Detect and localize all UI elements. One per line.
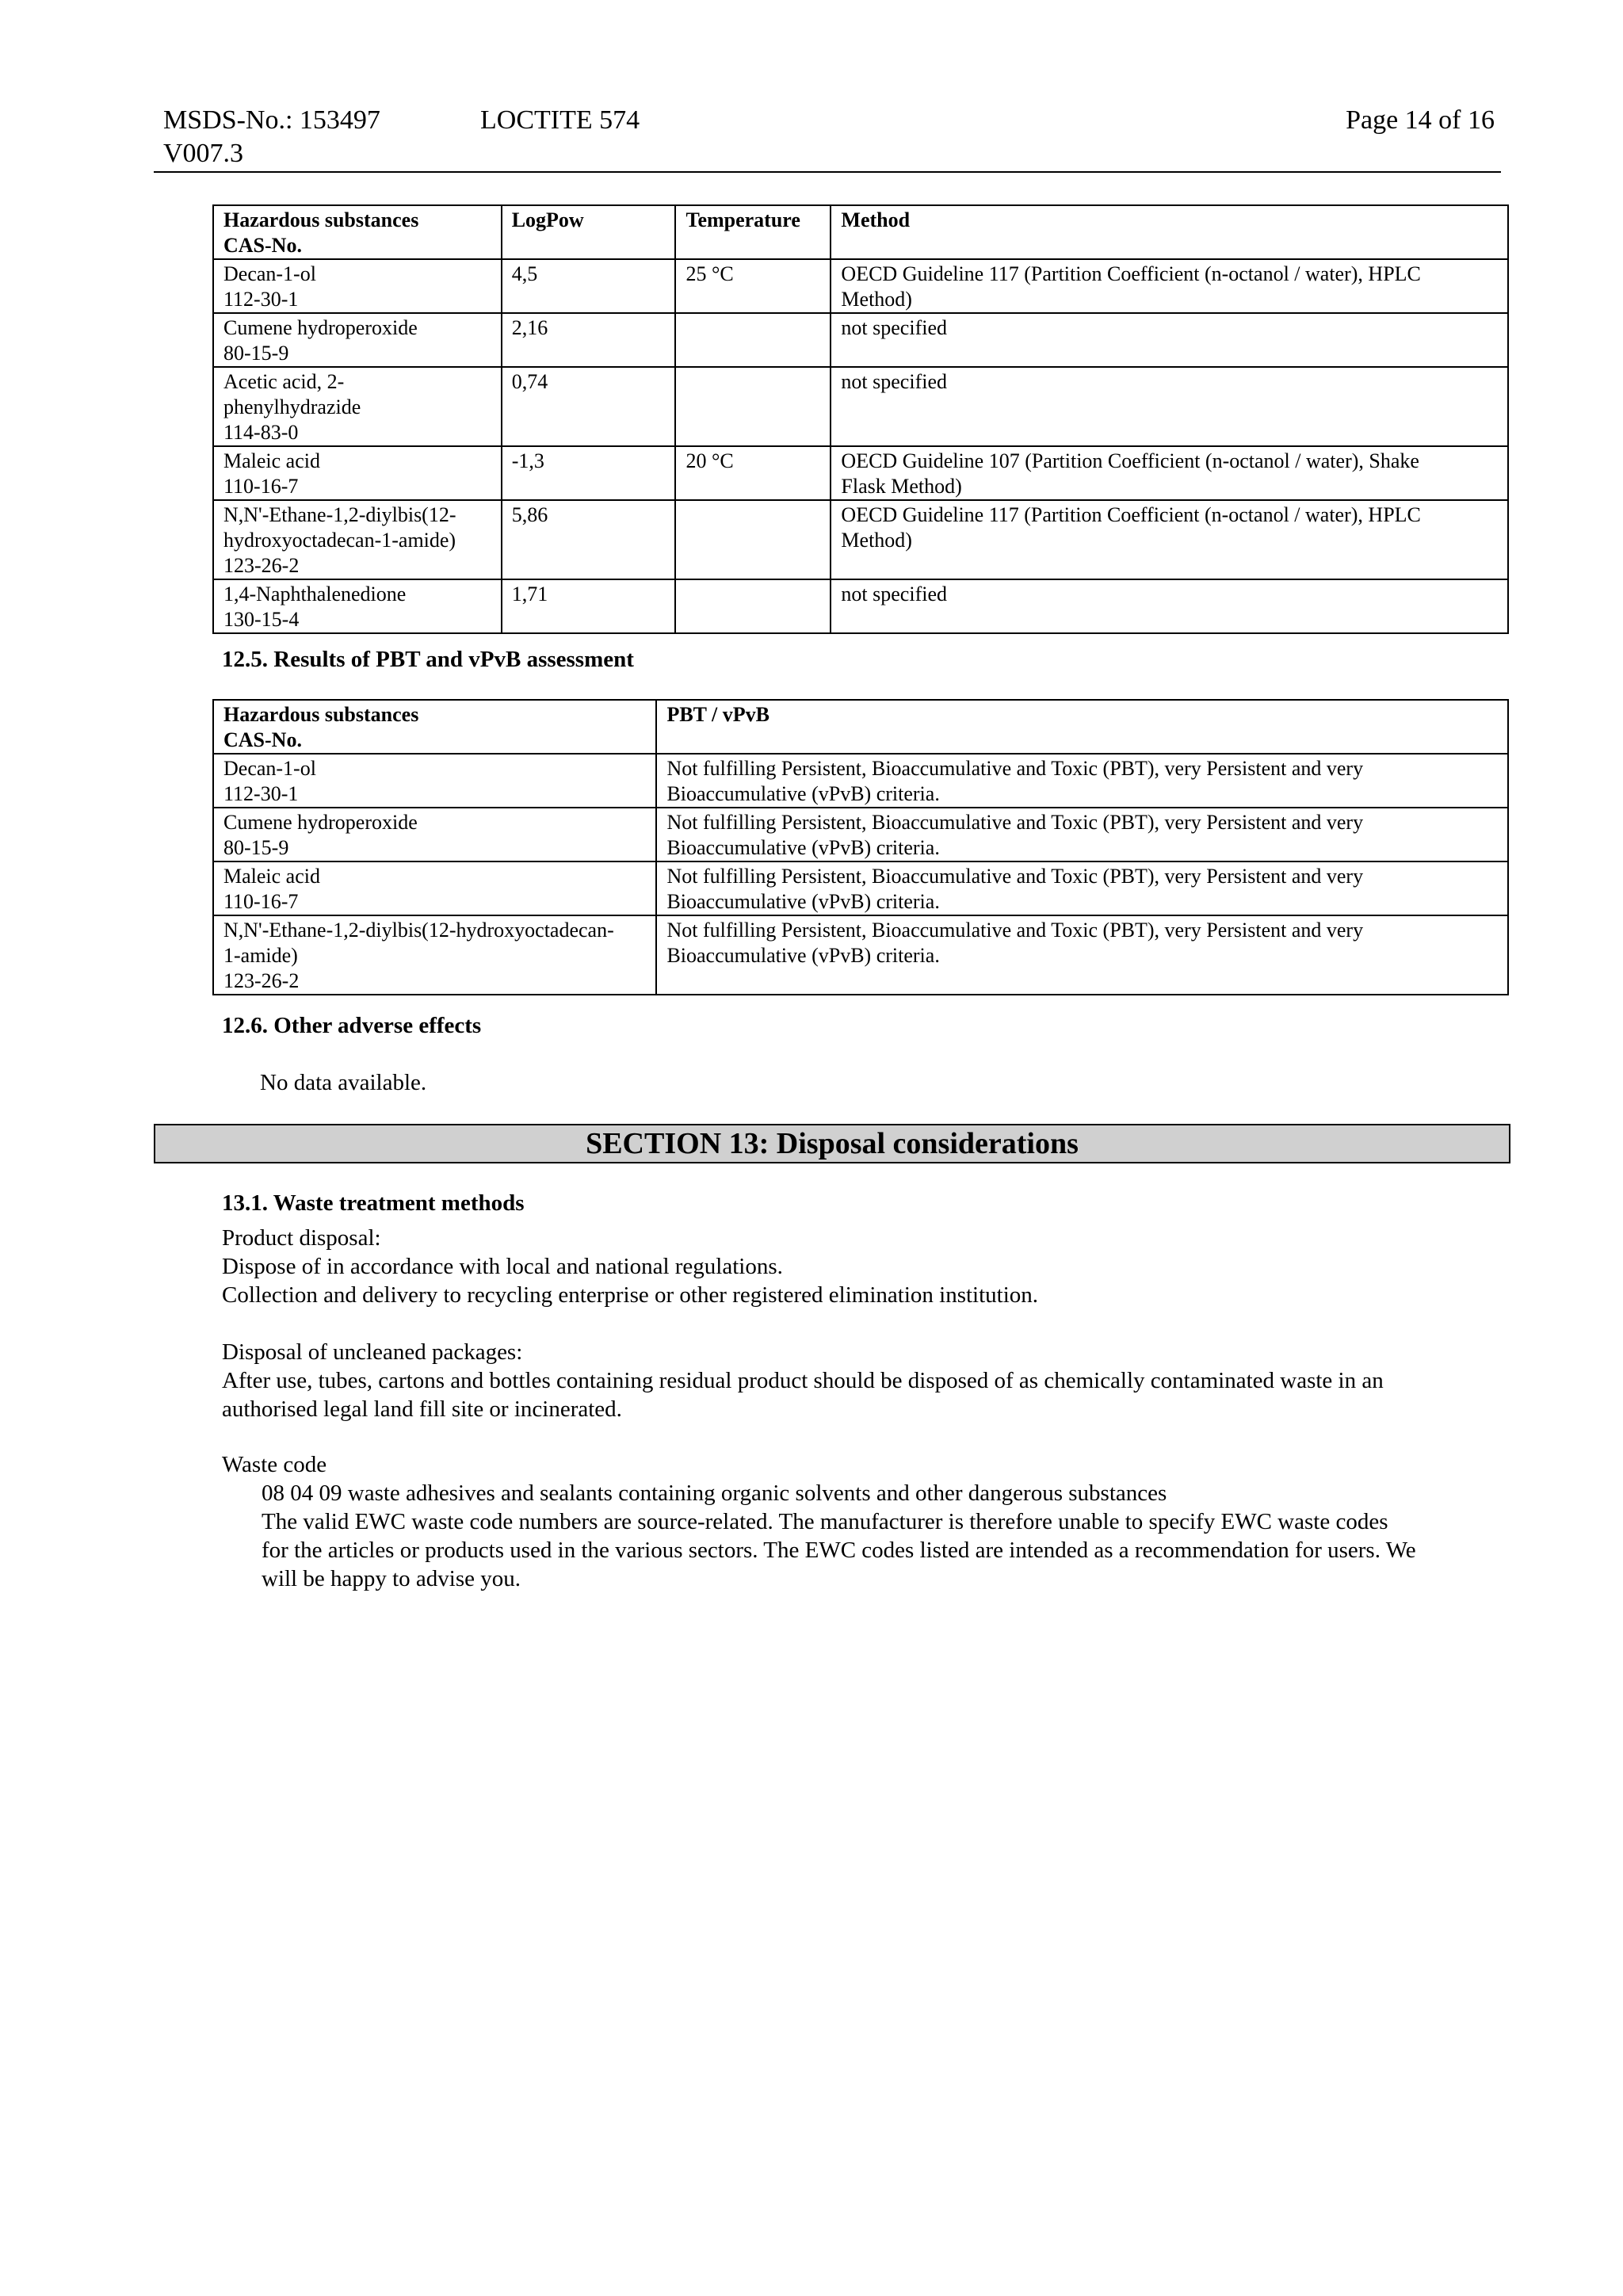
logpow-table	[212, 204, 1509, 634]
substance-cell: Maleic acid 110-16-7	[213, 446, 502, 500]
temperature-cell: 20 °C	[675, 446, 831, 500]
section-12-5-title: 12.5. Results of PBT and vPvB assessment	[222, 647, 634, 672]
table-row	[213, 313, 1508, 367]
substance-cell: Acetic acid, 2- phenylhydrazide 114-83-0	[213, 367, 502, 446]
page-header	[163, 105, 1495, 168]
logpow-cell: 4,5	[502, 259, 676, 313]
table-header-row	[213, 205, 1508, 259]
method-cell: not specified	[831, 579, 1508, 633]
col-header-logpow: LogPow	[502, 205, 676, 259]
method-cell: not specified	[831, 367, 1508, 446]
waste-code-line: 08 04 09 waste adhesives and sealants containing organic solvents and other dangerous substances	[262, 1480, 1167, 1506]
substance-cell: Cumene hydroperoxide 80-15-9	[213, 808, 656, 861]
table-row	[213, 367, 1508, 446]
header-divider	[154, 171, 1501, 173]
table-row	[213, 915, 1508, 995]
disposal-text	[222, 1224, 1522, 1423]
table-row	[213, 861, 1508, 915]
section-13-1-title: 13.1. Waste treatment methods	[222, 1190, 525, 1216]
col-header-method: Method	[831, 205, 1508, 259]
other-effects-text: No data available.	[260, 1070, 427, 1095]
temperature-cell	[675, 500, 831, 579]
product-disposal-line: Dispose of in accordance with local and national regulations.	[222, 1254, 783, 1279]
waste-code-line: will be happy to advise you.	[262, 1566, 521, 1591]
uncleaned-packages-line: After use, tubes, cartons and bottles containing residual product should be disposed of as chemically contaminated waste in an	[222, 1368, 1384, 1393]
pbt-cell: Not fulfilling Persistent, Bioaccumulative and Toxic (PBT), very Persistent and very Bioaccumulative (vPvB) criteria.	[656, 915, 1508, 995]
logpow-cell: 5,86	[502, 500, 676, 579]
table-row	[213, 754, 1508, 808]
substance-cell: 1,4-Naphthalenedione 130-15-4	[213, 579, 502, 633]
waste-code-line: The valid EWC waste code numbers are source-related. The manufacturer is therefore unable to specify EWC waste codes	[262, 1509, 1388, 1534]
table-row	[213, 446, 1508, 500]
method-cell: OECD Guideline 107 (Partition Coefficient (n-octanol / water), Shake Flask Method)	[831, 446, 1508, 500]
version: V007.3	[163, 139, 244, 168]
waste-code-block	[222, 1450, 1522, 1593]
col-header-substance: Hazardous substances CAS-No.	[213, 205, 502, 259]
substance-cell: Decan-1-ol 112-30-1	[213, 754, 656, 808]
pbt-cell: Not fulfilling Persistent, Bioaccumulative and Toxic (PBT), very Persistent and very Bioaccumulative (vPvB) criteria.	[656, 808, 1508, 861]
waste-code-line: for the articles or products used in the various sectors. The EWC codes listed are intended as a recommendation for users. We	[262, 1538, 1416, 1563]
logpow-cell: 2,16	[502, 313, 676, 367]
section-13-bar: SECTION 13: Disposal considerations	[154, 1124, 1510, 1163]
substance-cell: Decan-1-ol 112-30-1	[213, 259, 502, 313]
method-cell: not specified	[831, 313, 1508, 367]
logpow-cell: -1,3	[502, 446, 676, 500]
msds-number: MSDS-No.: 153497	[163, 105, 380, 135]
uncleaned-packages-line: authorised legal land fill site or incinerated.	[222, 1396, 622, 1422]
table-row	[213, 808, 1508, 861]
temperature-cell	[675, 313, 831, 367]
temperature-cell	[675, 579, 831, 633]
col-header-pbt: PBT / vPvB	[656, 700, 1508, 754]
temperature-cell	[675, 367, 831, 446]
substance-cell: N,N'-Ethane-1,2-diylbis(12-hydroxyoctadecan- 1-amide) 123-26-2	[213, 915, 656, 995]
table-header-row	[213, 700, 1508, 754]
section-12-6-title: 12.6. Other adverse effects	[222, 1013, 482, 1038]
waste-code-title: Waste code	[222, 1452, 327, 1477]
pbt-table	[212, 699, 1509, 995]
col-header-temperature: Temperature	[675, 205, 831, 259]
product-name: LOCTITE 574	[480, 105, 640, 135]
substance-cell: N,N'-Ethane-1,2-diylbis(12- hydroxyoctadecan-1-amide) 123-26-2	[213, 500, 502, 579]
table-row	[213, 500, 1508, 579]
product-disposal-label: Product disposal:	[222, 1225, 381, 1251]
page-number: Page 14 of 16	[1346, 105, 1495, 135]
pbt-cell: Not fulfilling Persistent, Bioaccumulative and Toxic (PBT), very Persistent and very Bioaccumulative (vPvB) criteria.	[656, 861, 1508, 915]
product-disposal-line: Collection and delivery to recycling enterprise or other registered elimination institution.	[222, 1282, 1039, 1308]
temperature-cell: 25 °C	[675, 259, 831, 313]
table-row	[213, 579, 1508, 633]
method-cell: OECD Guideline 117 (Partition Coefficient (n-octanol / water), HPLC Method)	[831, 259, 1508, 313]
table-row	[213, 259, 1508, 313]
logpow-cell: 0,74	[502, 367, 676, 446]
col-header-substance: Hazardous substances CAS-No.	[213, 700, 656, 754]
substance-cell: Cumene hydroperoxide 80-15-9	[213, 313, 502, 367]
pbt-cell: Not fulfilling Persistent, Bioaccumulative and Toxic (PBT), very Persistent and very Bioaccumulative (vPvB) criteria.	[656, 754, 1508, 808]
logpow-cell: 1,71	[502, 579, 676, 633]
method-cell: OECD Guideline 117 (Partition Coefficient (n-octanol / water), HPLC Method)	[831, 500, 1508, 579]
uncleaned-packages-label: Disposal of uncleaned packages:	[222, 1339, 523, 1365]
substance-cell: Maleic acid 110-16-7	[213, 861, 656, 915]
